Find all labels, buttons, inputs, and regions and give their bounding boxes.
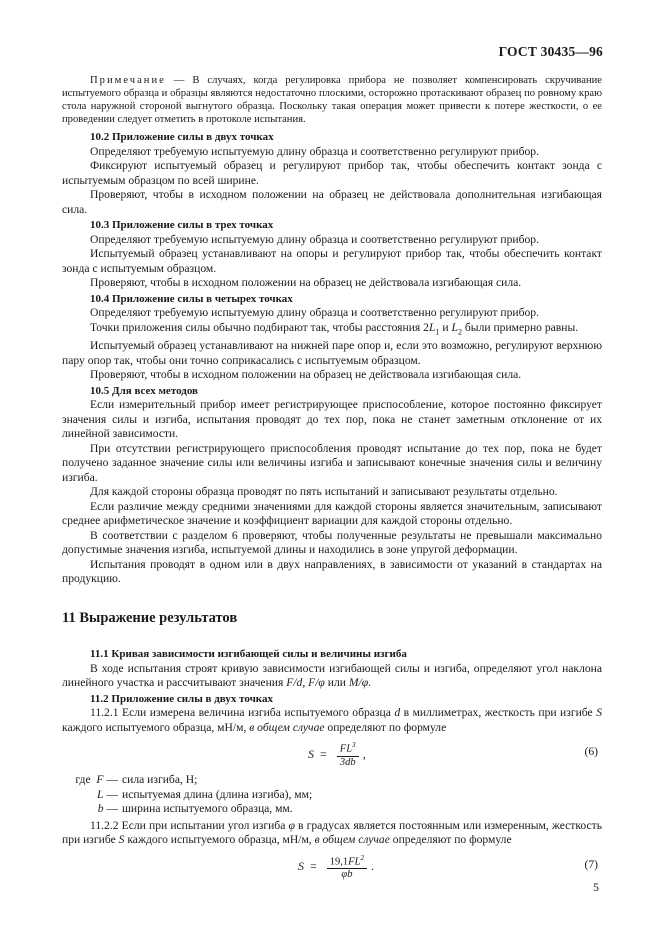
paragraph	[62, 321, 602, 340]
document-header: ГОСТ 30435—96	[498, 44, 603, 59]
section-10-4-heading: 10.4 Приложение силы в четырех точках	[90, 292, 293, 305]
page-content	[62, 74, 602, 886]
text-run: Точки приложения силы обычно подбирают так, чтобы расстояния 2	[90, 320, 429, 334]
definition-text: испытуемая длина (длина изгиба), мм;	[122, 787, 313, 801]
subscript: 2	[457, 326, 462, 336]
definition-text: сила изгиба, Н;	[122, 773, 198, 787]
symbol: F	[96, 773, 104, 787]
paragraph: Для каждой стороны образца проводят по пять испытаний и записывают результаты отдельно.	[90, 485, 558, 499]
math-expression: F/d, F/φ	[286, 676, 325, 690]
superscript: 3	[352, 740, 356, 750]
equation-number: (7)	[584, 857, 598, 871]
page-number: 5	[593, 880, 599, 894]
fraction	[327, 852, 367, 882]
dash: —	[103, 773, 118, 787]
formula-punct: .	[371, 859, 375, 874]
paragraph-11-2-1	[62, 706, 602, 735]
text-run: определяют по формуле	[389, 833, 512, 847]
text-run: каждого испытуемого образца, мН/м,	[124, 833, 315, 847]
symbol: b	[97, 802, 104, 816]
definition-row	[62, 802, 602, 817]
paragraph: Определяют требуемую испытуемую длину образца и соответственно регулируют прибор.	[90, 306, 539, 319]
denominator: 3db	[339, 756, 356, 768]
math-var: L	[428, 320, 436, 334]
paragraph: Испытуемый образец устанавливают на нижней паре опор и, если это возможно, регулируют верхнюю пару опор так, чтобы они точно соприкасались с испытуемым образцом.	[62, 339, 602, 367]
equation-number: (6)	[584, 745, 598, 759]
section-11-2-heading: 11.2 Приложение силы в двух точках	[90, 692, 273, 705]
equals-sign: =	[320, 746, 327, 761]
formula-lhs: S	[308, 746, 314, 761]
formula-lhs: S	[298, 859, 304, 874]
numerator-text: FL	[348, 856, 361, 868]
math-var: φ	[288, 818, 295, 832]
math-var: S	[596, 706, 602, 720]
note	[62, 74, 602, 126]
italic-phrase: в общем случае	[314, 833, 390, 847]
numerator	[337, 739, 359, 757]
paragraph: В соответствии с разделом 6 проверяют, чтобы полученные результаты не превышали максимально допустимые значения изгиба, испытуемой длины и находились в зоне упругой деформации.	[62, 528, 602, 557]
section-10-2-heading: 10.2 Приложение силы в двух точках	[90, 131, 274, 143]
paragraph	[62, 662, 602, 691]
dash: —	[103, 787, 118, 801]
text-run: и	[439, 320, 452, 334]
paragraph: Если различие между средними значениями для каждой стороны является значительным, записывают среднее арифметическое значение и коэффициент вариации для каждой стороны отдельно.	[62, 499, 602, 528]
math-expression: M/φ	[348, 676, 369, 690]
paragraph: Определяют требуемую испытуемую длину образца и соответственно регулируют прибор.	[90, 144, 539, 158]
numerator-text: FL	[339, 743, 353, 755]
formula-punct: ,	[362, 746, 366, 761]
denominator: φb	[341, 869, 353, 881]
section-10-3-heading: 10.3 Приложение силы в трех точках	[90, 219, 274, 231]
text-run: определяют по формуле	[324, 720, 447, 734]
formula-7-body	[298, 852, 374, 882]
text-run: или	[324, 676, 349, 690]
paragraph: Проверяют, чтобы в исходном положении на образец не действовала дополнительная изгибающая сила.	[62, 188, 602, 216]
definition-symbol	[62, 788, 122, 803]
symbol: L	[97, 787, 104, 801]
subscript: 1	[435, 326, 440, 336]
paragraph: Фиксируют испытуемый образец и регулируют прибор так, чтобы обеспечить контакт зонда с испытуемым образцом по всей ширине.	[62, 159, 602, 187]
definition-row	[62, 788, 602, 803]
paragraph: Испытания проводят в одном или в двух направлениях, в зависимости от указаний в стандартах на продукцию.	[62, 557, 602, 586]
paragraph: Если измерительный прибор имеет регистрирующее приспособление, которое постоянно фиксирует значения силы и изгиба, испытания проводят до тех пор, пока не станет заметным отклонение от их линейной зависимости.	[62, 398, 602, 441]
text-run: 11.2.1 Если измерена величина изгиба испытуемого образца	[90, 706, 395, 720]
where-label: где	[75, 773, 91, 787]
definition-symbol	[62, 773, 122, 788]
section-11-1-heading: 11.1 Кривая зависимости изгибающей силы и величины изгиба	[90, 648, 407, 661]
text-run: в миллиметрах, жесткость при изгибе	[400, 706, 597, 720]
math-var: L	[451, 320, 458, 334]
text-run: были примерно равны.	[462, 320, 579, 334]
italic-phrase: в общем случае	[249, 720, 325, 734]
note-text: — В случаях, когда регулировка прибора не позволяет компенсировать скручивание испытуемого образца и образцы являются недостаточно плоскими, осторожно протаскивают образец по ровному краю стола наружной стороной выгнутого образца. Поскольку такая операция может привести к потере жесткости, о ее проведении следует отметить в протоколе испытания.	[62, 75, 602, 125]
paragraph: Испытуемый образец устанавливают на опоры и регулируют прибор так, чтобы обеспечить контакт зонда с испытуемым образцом.	[62, 247, 602, 275]
text-run: В ходе испытания строят кривую зависимости изгибающей силы и изгиба, определяют угол наклона линейного участка и рассчитывают значения	[62, 661, 602, 690]
fraction	[337, 739, 359, 769]
paragraph-11-2-2	[62, 819, 602, 848]
text-run: .	[368, 676, 372, 690]
definition-text: ширина испытуемого образца, мм.	[122, 802, 293, 816]
section-11-heading: 11 Выражение результатов	[62, 609, 238, 626]
paragraph: Определяют требуемую испытуемую длину образца и соответственно регулируют прибор.	[90, 232, 539, 246]
definition-row	[62, 773, 602, 788]
formula-6	[62, 739, 602, 769]
paragraph: Проверяют, чтобы в исходном положении на образец не действовала изгибающая сила.	[90, 276, 522, 289]
dash: —	[103, 802, 118, 816]
note-label: Примечание	[90, 75, 166, 86]
paragraph: Проверяют, чтобы в исходном положении на образец не действовала изгибающая сила.	[90, 368, 522, 382]
numerator	[327, 852, 367, 870]
paragraph: При отсутствии регистрирующего приспособления проводят испытание до тех пор, пока не будет получено заданное значение силы или величины изгиба и записывают конечные значения силы и величину изгиба.	[62, 441, 602, 484]
definitions	[62, 773, 602, 817]
section-10-5-heading: 10.5 Для всех методов	[90, 384, 198, 397]
equals-sign: =	[310, 859, 317, 874]
text-run: 11.2.2 Если при испытании угол изгиба	[90, 818, 289, 832]
math-var: S	[118, 833, 125, 847]
math-var: d	[394, 706, 401, 720]
superscript: 2	[360, 852, 365, 862]
text-run: в градусах является постоянным или измеренным, жесткость при изгибе	[62, 818, 602, 847]
coefficient: 19,1	[329, 856, 349, 868]
text-run: каждого испытуемого образца, мН/м,	[62, 720, 250, 734]
formula-7	[62, 852, 602, 882]
definition-symbol	[62, 802, 122, 817]
formula-6-body	[308, 739, 366, 769]
